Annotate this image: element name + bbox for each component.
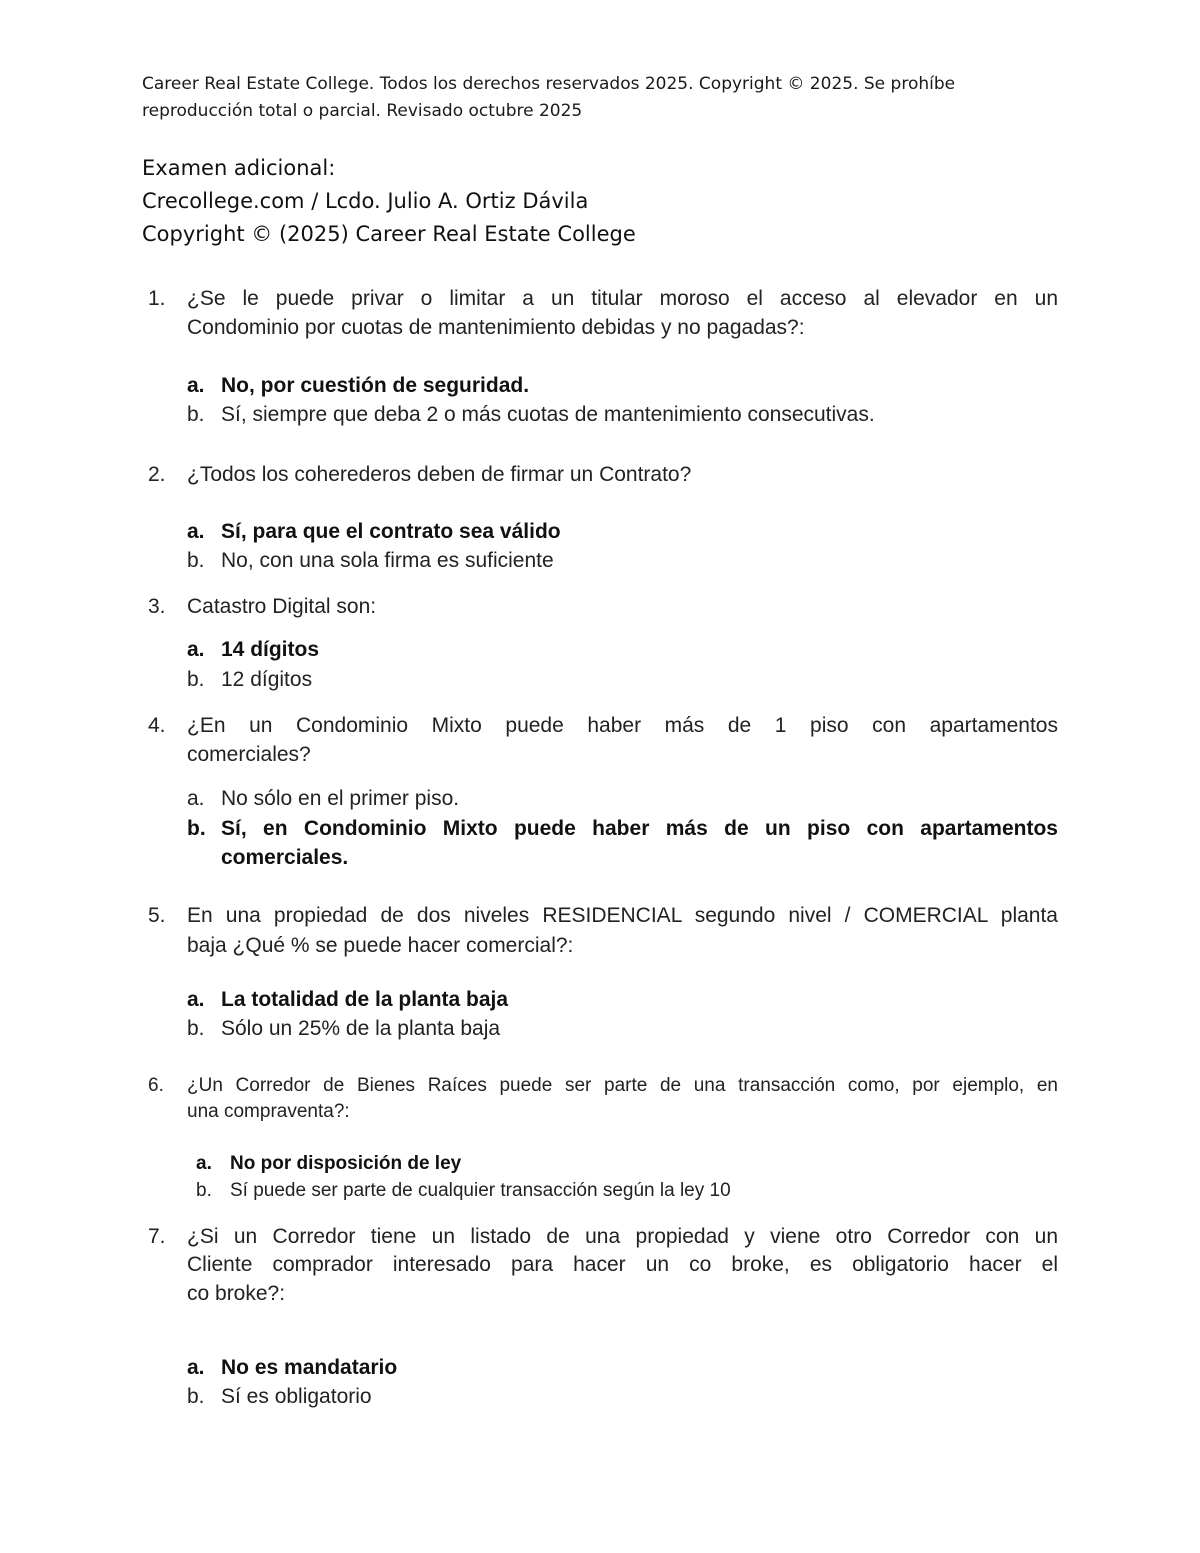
correct-answer: 14 dígitos xyxy=(221,638,320,661)
correct-answer: Sí, en Condominio Mixto puede haber más de un piso con apartamentos xyxy=(221,817,1058,840)
correct-answer: No por disposición de ley xyxy=(230,1153,462,1174)
answer-option: Sí es obligatorio xyxy=(221,1385,372,1408)
copyright-header-line-2: reproducción total o parcial. Revisado octubre 2025 xyxy=(142,101,583,121)
question-text-line: co broke?: xyxy=(187,1282,286,1305)
question-text-line: baja ¿Qué % se puede hacer comercial?: xyxy=(187,934,574,957)
correct-answer-continued: comerciales. xyxy=(221,846,349,869)
option-letter: b. xyxy=(187,817,206,840)
correct-answer: No, por cuestión de seguridad. xyxy=(221,374,530,397)
answer-option: No, con una sola firma es suficiente xyxy=(221,549,554,572)
option-letter: b. xyxy=(196,1180,212,1201)
question-number: 5. xyxy=(148,904,166,927)
answer-option: No sólo en el primer piso. xyxy=(221,787,460,810)
exam-copyright: Copyright © (2025) Career Real Estate College xyxy=(142,222,636,246)
question-number: 7. xyxy=(148,1225,166,1248)
exam-author: Crecollege.com / Lcdo. Julio A. Ortiz Dávila xyxy=(142,189,589,213)
answer-option: 12 dígitos xyxy=(221,668,313,691)
correct-answer: No es mandatario xyxy=(221,1356,398,1379)
question-number: 6. xyxy=(148,1075,164,1096)
question-text-line: ¿Un Corredor de Bienes Raíces puede ser parte de una transacción como, por ejemplo, en xyxy=(187,1075,1058,1096)
option-letter: b. xyxy=(187,668,205,691)
option-letter: a. xyxy=(187,787,205,810)
answer-option: Sí puede ser parte de cualquier transacción según la ley 10 xyxy=(230,1180,731,1201)
question-text-line: ¿En un Condominio Mixto puede haber más de 1 piso con apartamentos xyxy=(187,714,1058,737)
question-number: 3. xyxy=(148,595,166,618)
correct-answer: Sí, para que el contrato sea válido xyxy=(221,520,561,543)
question-text-line: ¿Se le puede privar o limitar a un titular moroso el acceso al elevador en un xyxy=(187,287,1058,310)
question-text-line: ¿Todos los coherederos deben de firmar un Contrato? xyxy=(187,463,692,486)
option-letter: a. xyxy=(187,374,205,397)
correct-answer: La totalidad de la planta baja xyxy=(221,988,509,1011)
option-letter: a. xyxy=(196,1153,212,1174)
question-text-line: En una propiedad de dos niveles RESIDENCIAL segundo nivel / COMERCIAL planta xyxy=(187,904,1058,927)
answer-option: Sólo un 25% de la planta baja xyxy=(221,1017,501,1040)
question-text-line: comerciales? xyxy=(187,743,311,766)
option-letter: b. xyxy=(187,549,205,572)
question-number: 1. xyxy=(148,287,166,310)
option-letter: b. xyxy=(187,1017,205,1040)
question-text-line: Cliente comprador interesado para hacer un co broke, es obligatorio hacer el xyxy=(187,1253,1058,1276)
question-text-line: Catastro Digital son: xyxy=(187,595,377,618)
option-letter: b. xyxy=(187,403,205,426)
question-text-line: Condominio por cuotas de mantenimiento debidas y no pagadas?: xyxy=(187,316,805,339)
question-text-line: una compraventa?: xyxy=(187,1101,350,1122)
exam-title: Examen adicional: xyxy=(142,156,336,180)
question-number: 2. xyxy=(148,463,166,486)
option-letter: a. xyxy=(187,638,205,661)
option-letter: a. xyxy=(187,1356,205,1379)
answer-option: Sí, siempre que deba 2 o más cuotas de mantenimiento consecutivas. xyxy=(221,403,875,426)
question-text-line: ¿Si un Corredor tiene un listado de una propiedad y viene otro Corredor con un xyxy=(187,1225,1058,1248)
option-letter: a. xyxy=(187,988,205,1011)
option-letter: a. xyxy=(187,520,205,543)
question-number: 4. xyxy=(148,714,166,737)
copyright-header-line-1: Career Real Estate College. Todos los derechos reservados 2025. Copyright © 2025. Se prohíbe xyxy=(142,74,956,94)
option-letter: b. xyxy=(187,1385,205,1408)
